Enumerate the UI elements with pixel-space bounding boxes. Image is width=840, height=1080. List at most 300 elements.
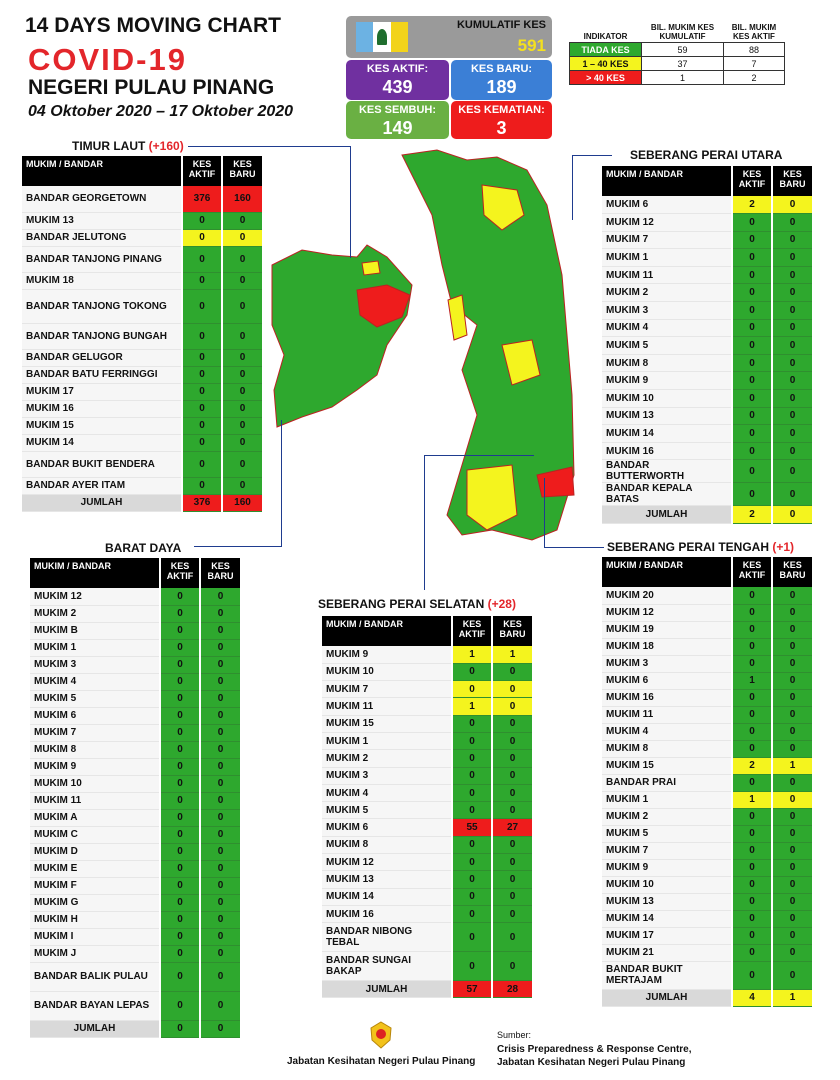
- mukim-name: MUKIM 7: [30, 724, 160, 741]
- mukim-name: MUKIM 6: [30, 707, 160, 724]
- kes-aktif-value: 0: [182, 272, 222, 289]
- mukim-name: MUKIM 21: [602, 944, 732, 961]
- table-row: [30, 639, 240, 656]
- total-row: [602, 989, 812, 1006]
- kes-aktif-value: 4: [732, 989, 772, 1006]
- baru-box: [451, 60, 552, 100]
- table-row: [22, 477, 262, 494]
- kes-baru-value: 0: [200, 605, 240, 622]
- sembuh-box: [346, 101, 449, 139]
- kes-baru-value: 0: [200, 707, 240, 724]
- mukim-name: MUKIM 15: [22, 417, 182, 434]
- kes-baru-value: 0: [492, 663, 532, 680]
- table-row: [602, 757, 812, 774]
- aktif-box: [346, 60, 449, 100]
- kes-baru-value: 0: [772, 407, 812, 425]
- kes-baru-value: 0: [492, 767, 532, 784]
- table-row: [602, 638, 812, 655]
- mukim-name: MUKIM 6: [602, 196, 732, 214]
- ind-h2: BIL. MUKIM KES KUMULATIF: [650, 23, 715, 41]
- kes-aktif-value: 0: [452, 836, 492, 853]
- table-row: [602, 927, 812, 944]
- kes-aktif-value: 0: [732, 893, 772, 910]
- kes-aktif-value: 0: [732, 604, 772, 621]
- kes-baru-value: 0: [200, 690, 240, 707]
- col-kes-aktif: KES AKTIF: [182, 156, 222, 186]
- table-row: [602, 587, 812, 604]
- table-row: [602, 893, 812, 910]
- kes-aktif-value: 0: [182, 246, 222, 272]
- mukim-name: MUKIM 11: [30, 792, 160, 809]
- kes-aktif-value: 0: [452, 854, 492, 871]
- kes-aktif-value: 0: [732, 587, 772, 604]
- kes-aktif-value: 0: [182, 366, 222, 383]
- kes-aktif-value: 0: [452, 923, 492, 952]
- kes-baru-value: 0: [222, 400, 262, 417]
- island-region: [272, 245, 412, 427]
- table-row: [22, 451, 262, 477]
- mukim-name: MUKIM 2: [602, 808, 732, 825]
- footer-agency: Jabatan Kesihatan Negeri Pulau Pinang: [287, 1056, 476, 1067]
- kes-aktif-value: 0: [732, 249, 772, 267]
- kes-aktif-value: 0: [732, 876, 772, 893]
- kes-baru-value: 0: [492, 836, 532, 853]
- chart-title: 14 DAYS MOVING CHART: [25, 14, 281, 37]
- kes-baru-value: 28: [492, 981, 532, 998]
- kes-baru-value: 0: [200, 673, 240, 690]
- table-row: [322, 646, 532, 663]
- table-row: [22, 323, 262, 349]
- mukim-name: BANDAR TANJONG PINANG: [22, 246, 182, 272]
- footer-source1: Crisis Preparedness & Response Centre,: [497, 1044, 692, 1055]
- col-kes-aktif: KES AKTIF: [452, 616, 492, 646]
- kes-aktif-value: 0: [182, 212, 222, 229]
- kes-aktif-value: 2: [732, 506, 772, 524]
- mukim-name: JUMLAH: [22, 494, 182, 511]
- kes-baru-value: 0: [200, 639, 240, 656]
- mukim-name: MUKIM C: [30, 826, 160, 843]
- kes-aktif-value: 0: [452, 888, 492, 905]
- kes-baru-value: 0: [772, 442, 812, 460]
- mukim-name: MUKIM 11: [602, 706, 732, 723]
- kes-aktif-value: 55: [452, 819, 492, 836]
- kes-aktif-value: 0: [452, 663, 492, 680]
- kes-aktif-value: 0: [182, 477, 222, 494]
- kes-baru-value: 0: [772, 723, 812, 740]
- mukim-name: MUKIM 14: [602, 425, 732, 443]
- table-row: [22, 417, 262, 434]
- mukim-name: MUKIM D: [30, 843, 160, 860]
- kematian-value: 3: [496, 118, 507, 138]
- col-kes-baru: KES BARU: [772, 557, 812, 587]
- table-row: [22, 349, 262, 366]
- mukim-name: MUKIM 5: [602, 337, 732, 355]
- kes-baru-value: 0: [200, 656, 240, 673]
- kes-aktif-value: 0: [732, 808, 772, 825]
- kes-baru-value: 0: [222, 246, 262, 272]
- mukim-name: MUKIM 5: [322, 802, 452, 819]
- kumulatif-label: KUMULATIF KES: [456, 19, 546, 31]
- mukim-name: MUKIM 5: [602, 825, 732, 842]
- kes-baru-value: 0: [772, 231, 812, 249]
- covid-title: COVID-19: [28, 42, 187, 77]
- kes-aktif-value: 0: [160, 707, 200, 724]
- kes-aktif-value: 0: [732, 621, 772, 638]
- kes-aktif-value: 0: [452, 750, 492, 767]
- kes-baru-value: 0: [772, 354, 812, 372]
- table-row: [322, 819, 532, 836]
- table-row: [22, 229, 262, 246]
- table-row: [602, 655, 812, 672]
- kes-baru-value: 0: [772, 638, 812, 655]
- kes-baru-value: 0: [492, 923, 532, 952]
- table-row: [30, 911, 240, 928]
- table-row: [602, 266, 812, 284]
- indicator-value: 59: [642, 43, 724, 57]
- kes-aktif-value: 0: [160, 809, 200, 826]
- kes-baru-value: 0: [772, 506, 812, 524]
- mukim-name: MUKIM 1: [322, 732, 452, 749]
- kes-aktif-value: 0: [732, 655, 772, 672]
- table-row: [602, 706, 812, 723]
- kes-baru-value: 0: [222, 451, 262, 477]
- table-row: [30, 877, 240, 894]
- mukim-name: BANDAR SUNGAI BAKAP: [322, 952, 452, 981]
- mukim-name: MUKIM 9: [602, 859, 732, 876]
- kes-aktif-value: 0: [732, 319, 772, 337]
- footer-source2: Jabatan Kesihatan Negeri Pulau Pinang: [497, 1057, 686, 1068]
- selatan-title: [318, 597, 516, 611]
- mukim-name: MUKIM G: [30, 894, 160, 911]
- kes-aktif-value: 0: [452, 871, 492, 888]
- table-row: [602, 842, 812, 859]
- table-row: [22, 212, 262, 229]
- kes-aktif-value: 0: [160, 945, 200, 962]
- kes-aktif-value: 0: [732, 842, 772, 859]
- kes-aktif-value: 0: [160, 656, 200, 673]
- mukim-name: MUKIM 6: [602, 672, 732, 689]
- mukim-name: MUKIM 8: [30, 741, 160, 758]
- table-row: [30, 991, 240, 1020]
- table-row: [602, 460, 812, 483]
- barat-title: [105, 541, 181, 555]
- mukim-name: MUKIM 8: [322, 836, 452, 853]
- kes-baru-value: 0: [492, 681, 532, 698]
- mukim-name: BANDAR TANJONG TOKONG: [22, 289, 182, 323]
- kes-baru-value: 27: [492, 819, 532, 836]
- kes-aktif-value: 0: [160, 1020, 200, 1037]
- sembuh-value: 149: [382, 118, 413, 138]
- kes-baru-value: 1: [492, 646, 532, 663]
- table-row: [322, 732, 532, 749]
- kes-aktif-value: 0: [732, 425, 772, 443]
- mukim-name: MUKIM 15: [322, 715, 452, 732]
- kes-aktif-value: 0: [732, 689, 772, 706]
- col-kes-baru: KES BARU: [492, 616, 532, 646]
- table-row: [602, 390, 812, 408]
- mukim-name: BANDAR NIBONG TEBAL: [322, 923, 452, 952]
- table-row: [322, 952, 532, 981]
- mukim-name: BANDAR BALIK PULAU: [30, 962, 160, 991]
- kes-baru-value: 0: [222, 383, 262, 400]
- kes-baru-value: 0: [772, 808, 812, 825]
- table-header-row: [322, 616, 532, 646]
- kes-aktif-value: 0: [160, 690, 200, 707]
- mukim-name: MUKIM 18: [22, 272, 182, 289]
- total-row: [602, 506, 812, 524]
- kes-baru-value: 0: [492, 698, 532, 715]
- mukim-name: MUKIM 12: [602, 604, 732, 621]
- kes-baru-value: 0: [492, 952, 532, 981]
- mukim-name: MUKIM 2: [30, 605, 160, 622]
- kes-aktif-value: 0: [732, 354, 772, 372]
- table-row: [602, 740, 812, 757]
- sembuh-label: KES SEMBUH:: [358, 104, 436, 116]
- kes-aktif-value: 0: [160, 826, 200, 843]
- kes-baru-value: 0: [222, 434, 262, 451]
- mukim-name: MUKIM 4: [602, 723, 732, 740]
- table-row: [22, 434, 262, 451]
- mukim-name: MUKIM 17: [22, 383, 182, 400]
- kes-baru-value: 0: [772, 740, 812, 757]
- mukim-name: MUKIM F: [30, 877, 160, 894]
- kes-aktif-value: 376: [182, 186, 222, 212]
- kes-aktif-value: 0: [452, 767, 492, 784]
- kes-aktif-value: 0: [160, 911, 200, 928]
- kes-aktif-value: 0: [732, 944, 772, 961]
- kes-aktif-value: 0: [732, 214, 772, 232]
- kes-baru-value: 0: [200, 928, 240, 945]
- kes-aktif-value: 0: [160, 928, 200, 945]
- barat-title-text: BARAT DAYA: [105, 541, 182, 555]
- kes-baru-value: 0: [772, 604, 812, 621]
- mukim-name: MUKIM 3: [322, 767, 452, 784]
- table-row: [30, 775, 240, 792]
- mukim-name: MUKIM 16: [22, 400, 182, 417]
- kes-aktif-value: 1: [452, 646, 492, 663]
- col-kes-baru: KES BARU: [222, 156, 262, 186]
- col-kes-aktif: KES AKTIF: [160, 558, 200, 588]
- kes-baru-value: 0: [492, 905, 532, 922]
- table-row: [30, 860, 240, 877]
- kes-aktif-value: 0: [182, 323, 222, 349]
- indicator-label: TIADA KES: [570, 43, 642, 57]
- footer-source: [497, 1043, 692, 1069]
- kes-baru-value: 0: [772, 825, 812, 842]
- mukim-name: BANDAR BUKIT MERTAJAM: [602, 961, 732, 989]
- kes-aktif-value: 0: [452, 802, 492, 819]
- kes-aktif-value: 0: [732, 638, 772, 655]
- col-mukim: MUKIM / BANDAR: [30, 558, 160, 588]
- table-row: [602, 231, 812, 249]
- table-row: [602, 808, 812, 825]
- indicator-value: 2: [723, 71, 784, 85]
- kes-aktif-value: 0: [452, 681, 492, 698]
- table-row: [322, 854, 532, 871]
- kes-baru-value: 0: [200, 741, 240, 758]
- kes-baru-value: 0: [200, 1020, 240, 1037]
- kes-aktif-value: 0: [182, 383, 222, 400]
- mukim-name: MUKIM 12: [322, 854, 452, 871]
- kes-baru-value: 0: [200, 911, 240, 928]
- kes-aktif-value: 0: [732, 961, 772, 989]
- mukim-name: MUKIM E: [30, 860, 160, 877]
- state-title: NEGERI PULAU PINANG: [28, 76, 275, 99]
- kes-baru-value: 0: [772, 655, 812, 672]
- mukim-name: MUKIM 9: [602, 372, 732, 390]
- kes-baru-value: 0: [200, 792, 240, 809]
- mukim-name: MUKIM 9: [322, 646, 452, 663]
- barat-daya-table: [30, 558, 240, 1038]
- kes-baru-value: 0: [772, 859, 812, 876]
- kumulatif-box: [346, 16, 552, 58]
- kes-baru-value: 0: [772, 961, 812, 989]
- mukim-name: MUKIM 12: [602, 214, 732, 232]
- kes-aktif-value: 0: [732, 927, 772, 944]
- kes-baru-value: 0: [772, 910, 812, 927]
- selatan-title-text: SEBERANG PERAI SELATAN: [318, 597, 485, 611]
- timur-title-text: TIMUR LAUT: [72, 139, 146, 153]
- kes-baru-value: 0: [772, 249, 812, 267]
- mukim-name: MUKIM I: [30, 928, 160, 945]
- table-row: [602, 604, 812, 621]
- kes-baru-value: 0: [200, 860, 240, 877]
- selatan-plus: (+28): [487, 597, 516, 611]
- kes-baru-value: 0: [200, 991, 240, 1020]
- kes-aktif-value: 0: [732, 302, 772, 320]
- mukim-name: MUKIM 11: [602, 266, 732, 284]
- mukim-name: MUKIM A: [30, 809, 160, 826]
- kes-aktif-value: 0: [732, 284, 772, 302]
- col-mukim: MUKIM / BANDAR: [602, 557, 732, 587]
- kes-baru-value: 0: [772, 284, 812, 302]
- table-row: [30, 945, 240, 962]
- mukim-name: MUKIM B: [30, 622, 160, 639]
- table-row: [322, 681, 532, 698]
- kes-aktif-value: 0: [160, 622, 200, 639]
- total-row: [22, 494, 262, 511]
- table-row: [602, 196, 812, 214]
- kes-aktif-value: 0: [732, 231, 772, 249]
- table-row: [322, 802, 532, 819]
- utara-table: [602, 166, 812, 524]
- table-row: [322, 663, 532, 680]
- col-mukim: MUKIM / BANDAR: [22, 156, 182, 186]
- mukim-name: MUKIM 13: [602, 893, 732, 910]
- table-row: [30, 622, 240, 639]
- table-row: [602, 825, 812, 842]
- mukim-name: MUKIM 6: [322, 819, 452, 836]
- kes-baru-value: 0: [492, 750, 532, 767]
- kes-baru-value: 0: [772, 876, 812, 893]
- kes-aktif-value: 0: [732, 337, 772, 355]
- baru-value: 189: [486, 77, 517, 97]
- mukim-name: MUKIM 7: [602, 842, 732, 859]
- mukim-name: MUKIM 10: [602, 390, 732, 408]
- mukim-name: BANDAR JELUTONG: [22, 229, 182, 246]
- baru-label: KES BARU:: [470, 63, 533, 75]
- table-row: [30, 758, 240, 775]
- kes-baru-value: 0: [222, 477, 262, 494]
- kes-baru-value: 0: [772, 621, 812, 638]
- mukim-name: MUKIM 2: [602, 284, 732, 302]
- footer-sumber: Sumber:: [497, 1030, 532, 1040]
- mukim-name: BANDAR TANJONG BUNGAH: [22, 323, 182, 349]
- kes-baru-value: 160: [222, 186, 262, 212]
- table-row: [602, 372, 812, 390]
- kes-aktif-value: 0: [732, 723, 772, 740]
- kes-baru-value: 0: [200, 588, 240, 605]
- col-mukim: MUKIM / BANDAR: [602, 166, 732, 196]
- kes-baru-value: 0: [200, 962, 240, 991]
- timur-plus: (+160): [148, 139, 184, 153]
- table-row: [602, 442, 812, 460]
- table-row: [30, 843, 240, 860]
- mukim-name: MUKIM 16: [602, 442, 732, 460]
- kes-baru-value: 0: [772, 927, 812, 944]
- table-row: [602, 284, 812, 302]
- kes-aktif-value: 0: [182, 400, 222, 417]
- mukim-name: MUKIM 9: [30, 758, 160, 775]
- mukim-name: MUKIM 8: [602, 354, 732, 372]
- kes-baru-value: 0: [492, 888, 532, 905]
- kes-aktif-value: 1: [452, 698, 492, 715]
- kumulatif-value: 591: [517, 36, 546, 55]
- tengah-plus: (+1): [772, 540, 795, 554]
- kes-baru-value: 0: [222, 229, 262, 246]
- kes-aktif-value: 0: [160, 588, 200, 605]
- mukim-name: MUKIM 7: [322, 681, 452, 698]
- kes-aktif-value: 376: [182, 494, 222, 511]
- mukim-name: BANDAR PRAI: [602, 774, 732, 791]
- utara-title: [630, 148, 782, 162]
- table-row: [602, 944, 812, 961]
- map-penang: [262, 145, 584, 545]
- table-header-row: [30, 558, 240, 588]
- col-mukim: MUKIM / BANDAR: [322, 616, 452, 646]
- table-row: [322, 923, 532, 952]
- kes-aktif-value: 0: [160, 724, 200, 741]
- kes-aktif-value: 0: [160, 605, 200, 622]
- kes-baru-value: 0: [772, 337, 812, 355]
- mukim-name: MUKIM 2: [322, 750, 452, 767]
- kes-baru-value: 0: [772, 302, 812, 320]
- table-row: [602, 961, 812, 989]
- kes-aktif-value: 0: [160, 877, 200, 894]
- kes-baru-value: 0: [200, 775, 240, 792]
- table-row: [602, 689, 812, 706]
- mukim-name: JUMLAH: [322, 981, 452, 998]
- mukim-name: MUKIM 4: [322, 784, 452, 801]
- kes-baru-value: 0: [222, 417, 262, 434]
- mukim-name: MUKIM 10: [30, 775, 160, 792]
- mukim-name: BANDAR BUKIT BENDERA: [22, 451, 182, 477]
- mukim-name: MUKIM 5: [30, 690, 160, 707]
- col-kes-aktif: KES AKTIF: [732, 166, 772, 196]
- kes-aktif-value: 0: [182, 349, 222, 366]
- kes-baru-value: 0: [772, 689, 812, 706]
- mukim-name: MUKIM 14: [602, 910, 732, 927]
- table-row: [602, 774, 812, 791]
- mukim-name: MUKIM 8: [602, 740, 732, 757]
- kes-baru-value: 0: [772, 425, 812, 443]
- mukim-name: BANDAR BAYAN LEPAS: [30, 991, 160, 1020]
- kes-aktif-value: 0: [160, 991, 200, 1020]
- table-row: [22, 186, 262, 212]
- kes-baru-value: 0: [222, 289, 262, 323]
- table-row: [602, 354, 812, 372]
- mukim-name: BANDAR AYER ITAM: [22, 477, 182, 494]
